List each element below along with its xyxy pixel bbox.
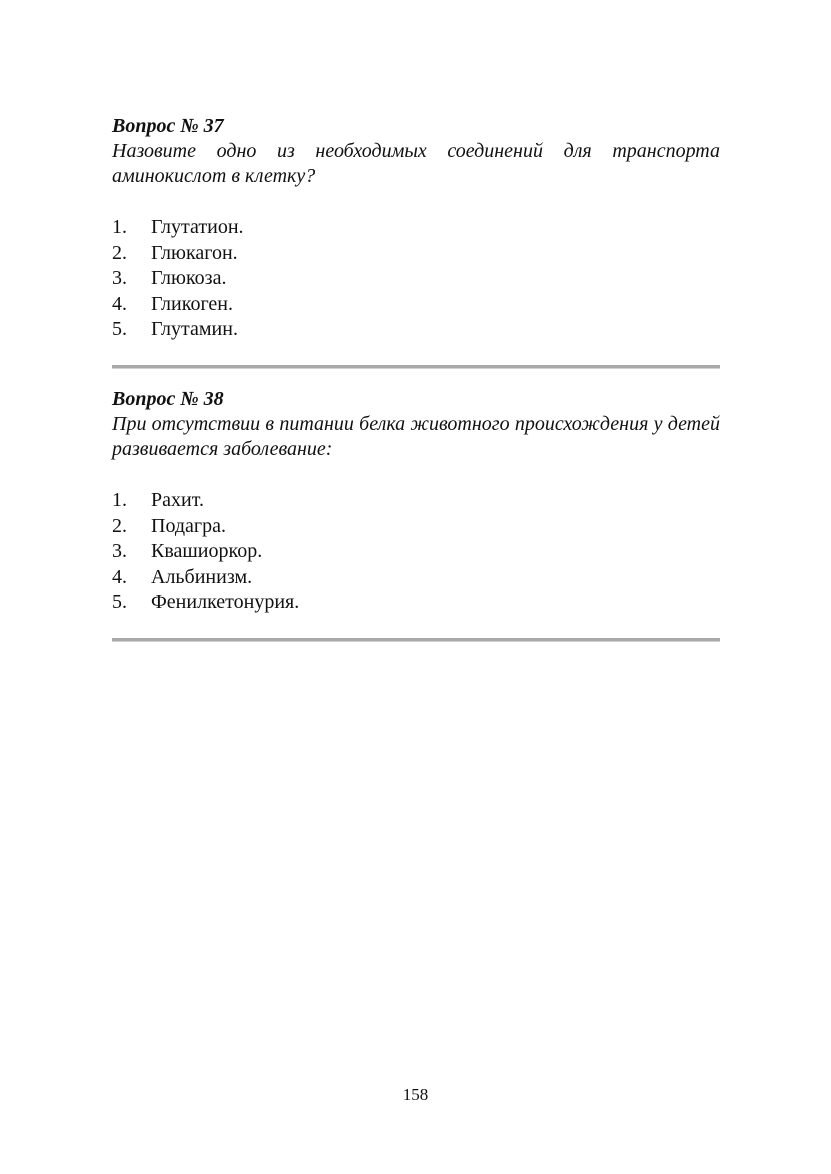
- answer-option: [112, 565, 720, 591]
- question-38: [112, 387, 720, 616]
- answer-options: [112, 215, 720, 343]
- question-37: [112, 114, 720, 343]
- answer-option: [112, 266, 720, 292]
- question-title: Вопрос № 37: [112, 115, 224, 137]
- question-text: Назовите одно из необходимых соединений для транспорта аминокислот в клетку?: [112, 140, 720, 187]
- option-label: Рахит.: [151, 489, 204, 511]
- answer-option: [112, 514, 720, 540]
- option-number: 2.: [112, 514, 127, 537]
- option-number: 2.: [112, 241, 127, 264]
- option-number: 5.: [112, 318, 127, 340]
- option-label: Глутамин.: [151, 318, 238, 340]
- option-number: 1.: [112, 489, 127, 511]
- answer-option: [112, 488, 720, 514]
- option-label: Глюкоза.: [151, 267, 227, 289]
- option-number: 4.: [112, 565, 127, 588]
- answer-options: [112, 488, 720, 616]
- section-divider: [112, 365, 720, 369]
- answer-option: [112, 590, 720, 616]
- option-label: Глутатион.: [151, 216, 244, 238]
- option-number: 3.: [112, 540, 127, 562]
- option-label: Гликоген.: [151, 292, 233, 315]
- page-number: 158: [402, 1085, 429, 1104]
- option-number: 3.: [112, 267, 127, 289]
- option-number: 1.: [112, 216, 127, 238]
- question-title: Вопрос № 38: [112, 388, 224, 410]
- option-number: 4.: [112, 292, 127, 315]
- answer-option: [112, 539, 720, 565]
- answer-option: [112, 317, 720, 343]
- answer-option: [112, 241, 720, 267]
- option-label: Квашиоркор.: [151, 540, 263, 562]
- option-label: Фенилкетонурия.: [151, 591, 300, 613]
- answer-option: [112, 215, 720, 241]
- option-label: Подагра.: [151, 514, 226, 537]
- section-divider: [112, 638, 720, 642]
- option-number: 5.: [112, 591, 127, 613]
- option-label: Глюкагон.: [151, 241, 238, 264]
- question-text: При отсутствии в питании белка животного происхождения у детей развивается заболевание:: [112, 413, 720, 460]
- answer-option: [112, 292, 720, 318]
- option-label: Альбинизм.: [151, 565, 253, 588]
